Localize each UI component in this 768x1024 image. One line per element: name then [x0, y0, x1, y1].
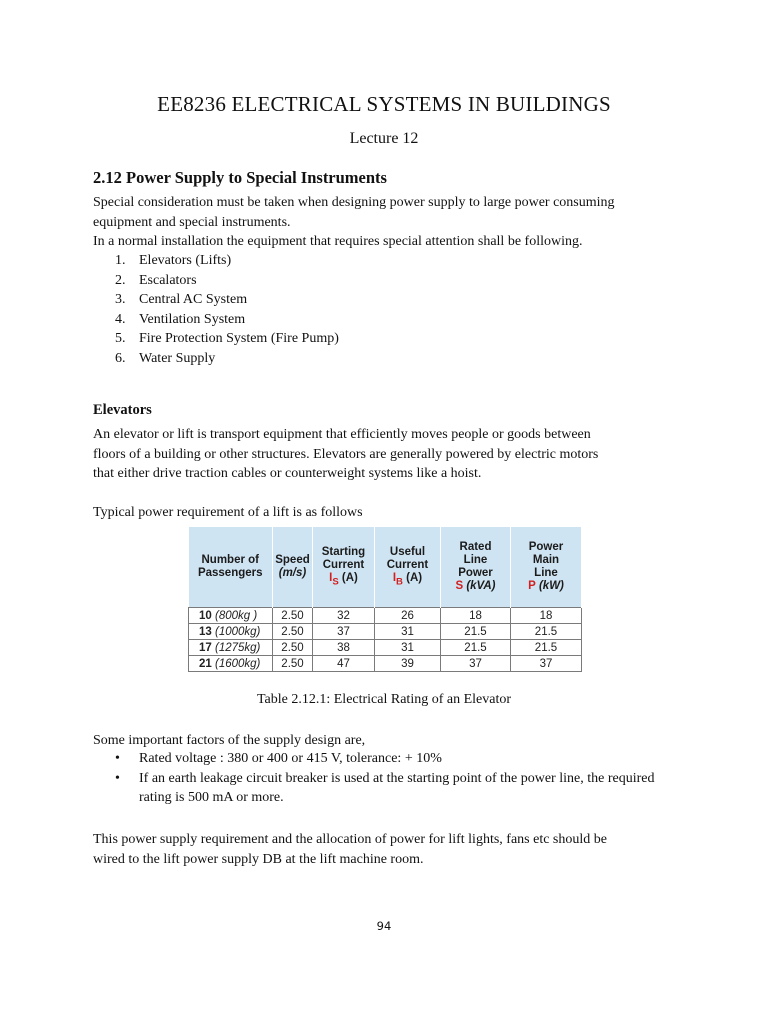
section-heading: 2.12 Power Supply to Special Instruments	[93, 168, 387, 187]
bullet-icon: •	[115, 770, 120, 786]
table-row	[189, 624, 582, 640]
cell-starting-current: 47	[313, 656, 375, 672]
header-starting-current: Starting Current $I_S$ (A)	[313, 527, 375, 608]
cell-main-line-power: 37	[511, 656, 582, 672]
list-text: Water Supply	[139, 350, 216, 366]
cell-rated-power: 21.5	[441, 640, 511, 656]
cell-main-line-power: 21.5	[511, 624, 582, 640]
cell-useful-current: 31	[375, 640, 441, 656]
document-title: EE8236 ELECTRICAL SYSTEMS IN BUILDINGS	[157, 92, 611, 116]
cell-starting-current: 38	[313, 640, 375, 656]
list-item	[93, 290, 593, 310]
list-text: Central AC System	[139, 292, 248, 307]
list-number: 3.	[115, 292, 126, 307]
closing-line-2: wired to the lift power supply DB at the lift machine room.	[93, 851, 424, 867]
closing-paragraph	[93, 830, 683, 869]
factors-list	[93, 749, 683, 808]
typical-requirement-line: Typical power requirement of a lift is as follows	[93, 505, 363, 520]
header-rated-line-power: Rated Line Power S (kVA)	[441, 527, 511, 608]
list-number: 5.	[115, 331, 126, 346]
list-number: 4.	[115, 311, 126, 327]
bullet-text: Rated voltage : 380 or 400 or 415 V, tolerance: + 10%	[139, 751, 442, 766]
elevator-line-1: An elevator or lift is transport equipment that efficiently moves people or goods between	[93, 427, 591, 442]
rating-table	[188, 527, 582, 672]
cell-useful-current: 26	[375, 608, 441, 624]
list-text: Elevators (Lifts)	[139, 253, 232, 268]
header-power-main-line: Power Main Line P (kW)	[511, 527, 582, 608]
cell-speed: 2.50	[273, 640, 313, 656]
cell-speed: 2.50	[273, 624, 313, 640]
bullet-item	[93, 769, 683, 808]
cell-passengers: 10 (800kg )	[189, 608, 273, 624]
cell-passengers: 17 (1275kg)	[189, 640, 273, 656]
closing-line-1: This power supply requirement and the allocation of power for lift lights, fans etc should be	[93, 832, 607, 847]
list-text: Ventilation System	[139, 311, 246, 327]
elevator-paragraph	[93, 425, 683, 484]
cell-passengers: 13 (1000kg)	[189, 624, 273, 640]
cell-starting-current: 32	[313, 608, 375, 624]
intro-line-1: Special consideration must be taken when designing power supply to large power consuming	[93, 195, 615, 210]
intro-paragraph	[93, 193, 683, 252]
list-item	[93, 271, 593, 291]
list-item	[93, 349, 593, 369]
equipment-list	[93, 251, 593, 368]
intro-line-2: equipment and special instruments.	[93, 214, 291, 230]
header-useful-current: Useful Current $I_B$ (A)	[375, 527, 441, 608]
cell-useful-current: 39	[375, 656, 441, 672]
header-passengers: Number of Passengers	[189, 527, 273, 608]
cell-main-line-power: 21.5	[511, 640, 582, 656]
elevator-rating-table	[188, 527, 585, 683]
cell-rated-power: 37	[441, 656, 511, 672]
table-row	[189, 656, 582, 672]
list-number: 1.	[115, 253, 126, 268]
elevator-line-3: that either drive traction cables or counterweight systems like a hoist.	[93, 466, 482, 481]
bullet-item	[93, 749, 683, 769]
cell-passengers: 21 (1600kg)	[189, 656, 273, 672]
bullet-text: If an earth leakage circuit breaker is used at the starting point of the power line, the required rating is 500 mA or more.	[139, 770, 655, 805]
page-number: 94	[376, 919, 392, 933]
list-item	[93, 251, 593, 271]
elevators-heading: Elevators	[93, 402, 152, 418]
table-row	[189, 640, 582, 656]
list-number: 6.	[115, 350, 126, 366]
cell-speed: 2.50	[273, 608, 313, 624]
lecture-label: Lecture 12	[349, 130, 419, 147]
factors-intro: Some important factors of the supply design are,	[93, 733, 366, 748]
list-item	[93, 329, 593, 349]
header-speed: Speed (m/s)	[273, 527, 313, 608]
table-row	[189, 608, 582, 624]
cell-rated-power: 21.5	[441, 624, 511, 640]
list-number: 2.	[115, 272, 126, 288]
cell-starting-current: 37	[313, 624, 375, 640]
list-item	[93, 310, 593, 330]
table-header-row	[189, 527, 582, 608]
elevator-line-2: floors of a building or other structures. Elevators are generally powered by electric motors	[93, 446, 599, 462]
bullet-icon: •	[115, 751, 120, 766]
cell-main-line-power: 18	[511, 608, 582, 624]
intro-line-3: In a normal installation the equipment that requires special attention shall be following.	[93, 234, 583, 249]
cell-useful-current: 31	[375, 624, 441, 640]
list-text: Escalators	[139, 272, 197, 288]
cell-rated-power: 18	[441, 608, 511, 624]
list-text: Fire Protection System (Fire Pump)	[139, 331, 339, 346]
table-caption: Table 2.12.1: Electrical Rating of an Elevator	[256, 692, 512, 707]
cell-speed: 2.50	[273, 656, 313, 672]
